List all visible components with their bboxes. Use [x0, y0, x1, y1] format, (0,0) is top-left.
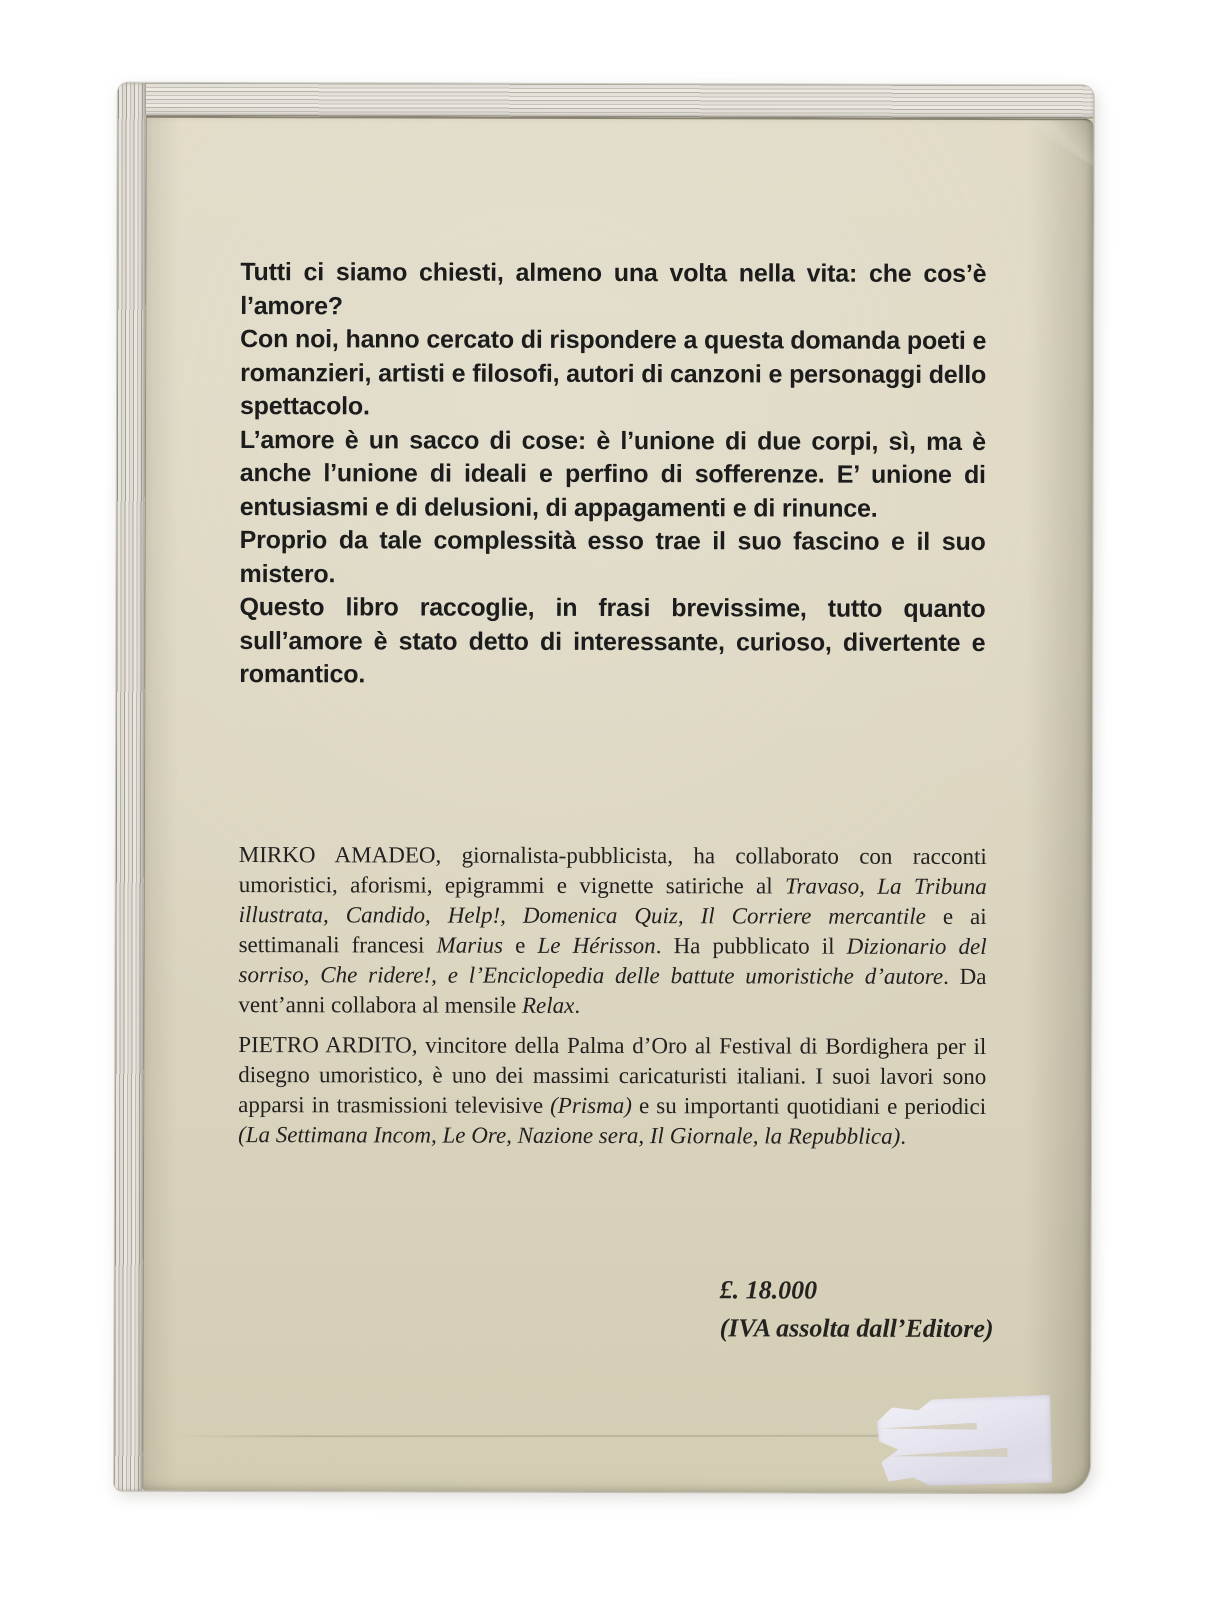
sticker-tear-mark — [888, 1448, 1008, 1460]
bio-text-run: PIETRO ARDITO, vincitore della Palma d’Oro al Festival di Bordighera per il disegno umoristico, è uno dei massimi caricaturisti italiani. I suoi lavori sono apparsi in trasmissioni televisive — [238, 1032, 987, 1118]
bio-text-run: e su importanti quotidiani e periodici — [631, 1093, 987, 1120]
price-block — [720, 1271, 1060, 1348]
author-bio-mirko-amadeo — [238, 840, 986, 1022]
blurb-paragraph: L’amore è un sacco di cose: è l’unione di due corpi, sì, ma è anche l’unione di ideali e perfino di sofferenze. E’ unione di entusiasmi e di delusioni, di appagamenti e di rinunce. — [239, 425, 986, 523]
blurb-paragraph: Questo libro raccoglie, in frasi brevissime, tutto quanto sull’amore è stato detto di interessante, curioso, divertente e romantico. — [239, 593, 986, 689]
bio-text-run: . — [900, 1123, 907, 1149]
book-page-edges-left — [114, 83, 146, 1491]
torn-sticker-remnant — [876, 1395, 1052, 1487]
bio-text-run: e — [502, 932, 538, 958]
book-page-edges-top — [138, 83, 1094, 119]
price-text: £. 18.000 — [719, 1275, 818, 1305]
bio-italic-title: Le Hérisson — [537, 932, 656, 959]
blurb-block — [239, 256, 986, 693]
bio-italic-title: Marius — [436, 932, 504, 958]
back-cover — [142, 116, 1094, 1493]
book — [114, 83, 1094, 1494]
bio-italic-title: Relax — [521, 992, 575, 1018]
bio-italic-title: (Prisma) — [550, 1092, 632, 1119]
bio-italic-title: (La Settimana Incom, Le Ore, Nazione sera, Il Giornale, la Repubblica) — [238, 1122, 901, 1149]
blurb-paragraph: Proprio da tale complessità esso trae il suo fascino e il suo mistero. — [239, 526, 986, 588]
blurb-paragraph: Con noi, hanno cercato di rispondere a questa domanda poeti e romanzieri, artisti e filosofi, autori di canzoni e personaggi dello spettacolo. — [239, 325, 987, 421]
author-bio-pietro-ardito — [238, 1030, 986, 1152]
bio-text-run: e ai settimanali francesi — [238, 903, 987, 958]
sticker-tear-mark — [881, 1423, 977, 1432]
bio-text-run: . — [574, 992, 581, 1018]
blurb-paragraph: Tutti ci siamo chiesti, almeno una volta nella vita: che cos’è l’amore? — [240, 258, 987, 320]
bio-text-run: MIRKO AMADEO, giornalista-pubblicista, ha collaborato con racconti umoristici, aforismi, epigrammi e vignette satiriche al — [238, 842, 987, 899]
bio-italic-title: Travaso, La Tribuna illustrata, Candido, Help!, Domenica Quiz, Il Corriere mercantile — [238, 873, 987, 929]
bio-text-run: . Ha pubblicato il — [655, 933, 847, 959]
cover-corner-bend — [1022, 120, 1094, 166]
bio-italic-title: Dizionario del sorriso, Che ridere!, e l’Enciclopedia delle battute umoristiche d’autore — [238, 933, 987, 989]
bio-text-run: . Da vent’anni collabora al mensile — [238, 963, 987, 1018]
vat-note-text: (IVA assolta dall’Editore) — [719, 1313, 994, 1344]
